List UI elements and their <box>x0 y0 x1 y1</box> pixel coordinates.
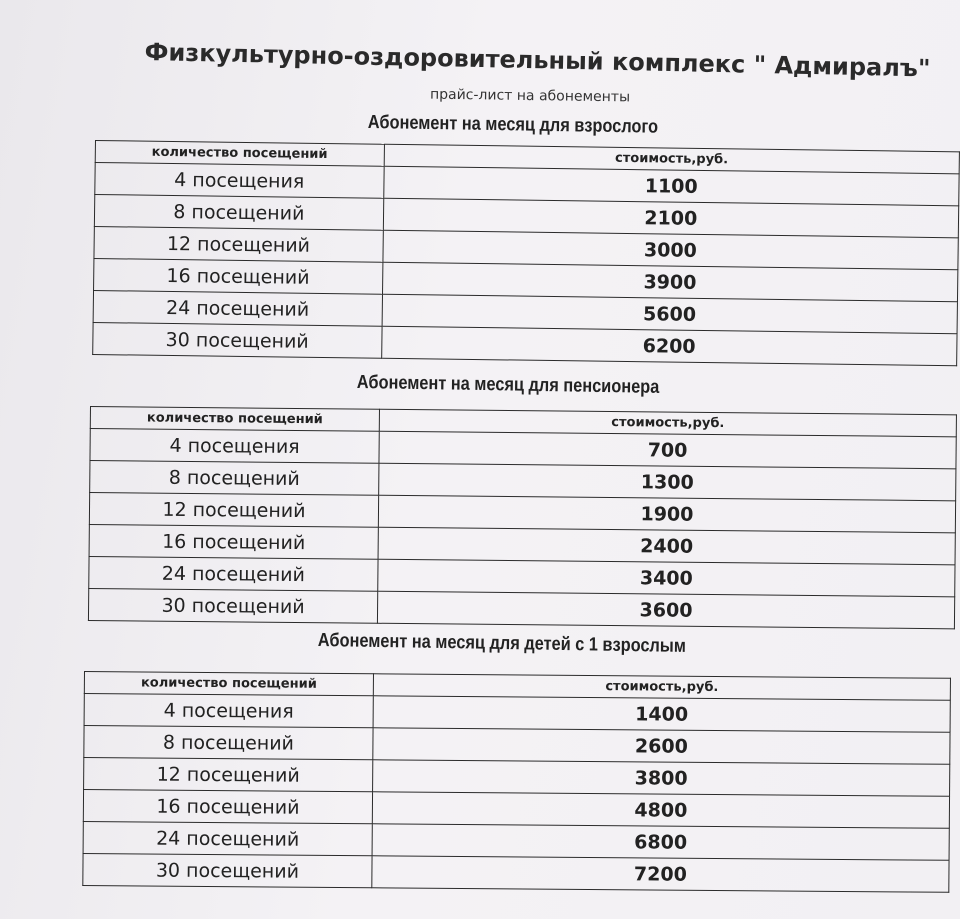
price-cell: 6800 <box>372 824 949 861</box>
column-header-price: стоимость,руб. <box>384 144 960 174</box>
visits-cell: 4 посещения <box>90 429 379 464</box>
price-cell: 3800 <box>373 760 950 797</box>
price-table-pensioner <box>88 406 957 629</box>
price-cell: 6200 <box>381 326 957 366</box>
section-title-children: Абонемент на месяц для детей с 1 взрослым <box>317 630 687 657</box>
price-cell: 3900 <box>382 262 958 302</box>
price-cell: 5600 <box>382 294 958 334</box>
visits-cell: 8 посещений <box>94 195 383 231</box>
visits-cell: 16 посещений <box>94 258 383 294</box>
table-row <box>83 853 949 892</box>
visits-cell: 30 посещений <box>93 322 382 358</box>
page-subtitle: прайс-лист на абонементы <box>429 86 631 106</box>
column-header-visits: количество посещений <box>95 141 384 167</box>
section-title-pensioner: Абонемент на месяц для пенсионера <box>356 372 660 398</box>
visits-cell: 12 посещений <box>94 226 383 262</box>
visits-cell: 8 посещений <box>84 726 373 760</box>
price-cell: 1400 <box>373 696 950 733</box>
visits-cell: 12 посещений <box>89 493 378 528</box>
price-table-children <box>82 671 951 893</box>
price-cell: 2100 <box>383 198 959 238</box>
price-cell: 1100 <box>383 166 959 206</box>
price-cell: 7200 <box>372 856 949 893</box>
visits-cell: 30 посещений <box>88 588 377 623</box>
visits-cell: 16 посещений <box>89 524 378 559</box>
price-cell: 3400 <box>378 559 955 597</box>
price-cell: 3000 <box>383 230 959 270</box>
price-cell: 2600 <box>373 728 950 765</box>
column-header-visits: количество посещений <box>84 672 373 696</box>
visits-cell: 24 посещений <box>93 290 382 326</box>
price-cell: 2400 <box>378 527 955 565</box>
column-header-price: стоимость,руб. <box>373 674 950 701</box>
visits-cell: 8 посещений <box>90 461 379 496</box>
page-title: Физкультурно-оздоровительный комплекс " Адмиралъ" <box>144 38 931 83</box>
visits-cell: 16 посещений <box>83 790 372 824</box>
column-header-price: стоимость,руб. <box>379 409 956 437</box>
section-title-adult: Абонемент на месяц для взрослого <box>367 112 659 138</box>
visits-cell: 24 посещений <box>83 821 372 855</box>
price-cell: 1900 <box>378 495 955 533</box>
visits-cell: 24 посещений <box>89 556 378 591</box>
visits-cell: 4 посещения <box>95 163 384 199</box>
visits-cell: 4 посещения <box>84 694 373 728</box>
price-cell: 3600 <box>377 591 954 629</box>
price-cell: 1300 <box>379 463 956 501</box>
price-table-adult <box>92 140 960 366</box>
visits-cell: 30 посещений <box>83 853 372 887</box>
price-cell: 4800 <box>372 792 949 829</box>
price-cell: 700 <box>379 431 956 469</box>
column-header-visits: количество посещений <box>90 407 379 432</box>
visits-cell: 12 посещений <box>84 758 373 792</box>
